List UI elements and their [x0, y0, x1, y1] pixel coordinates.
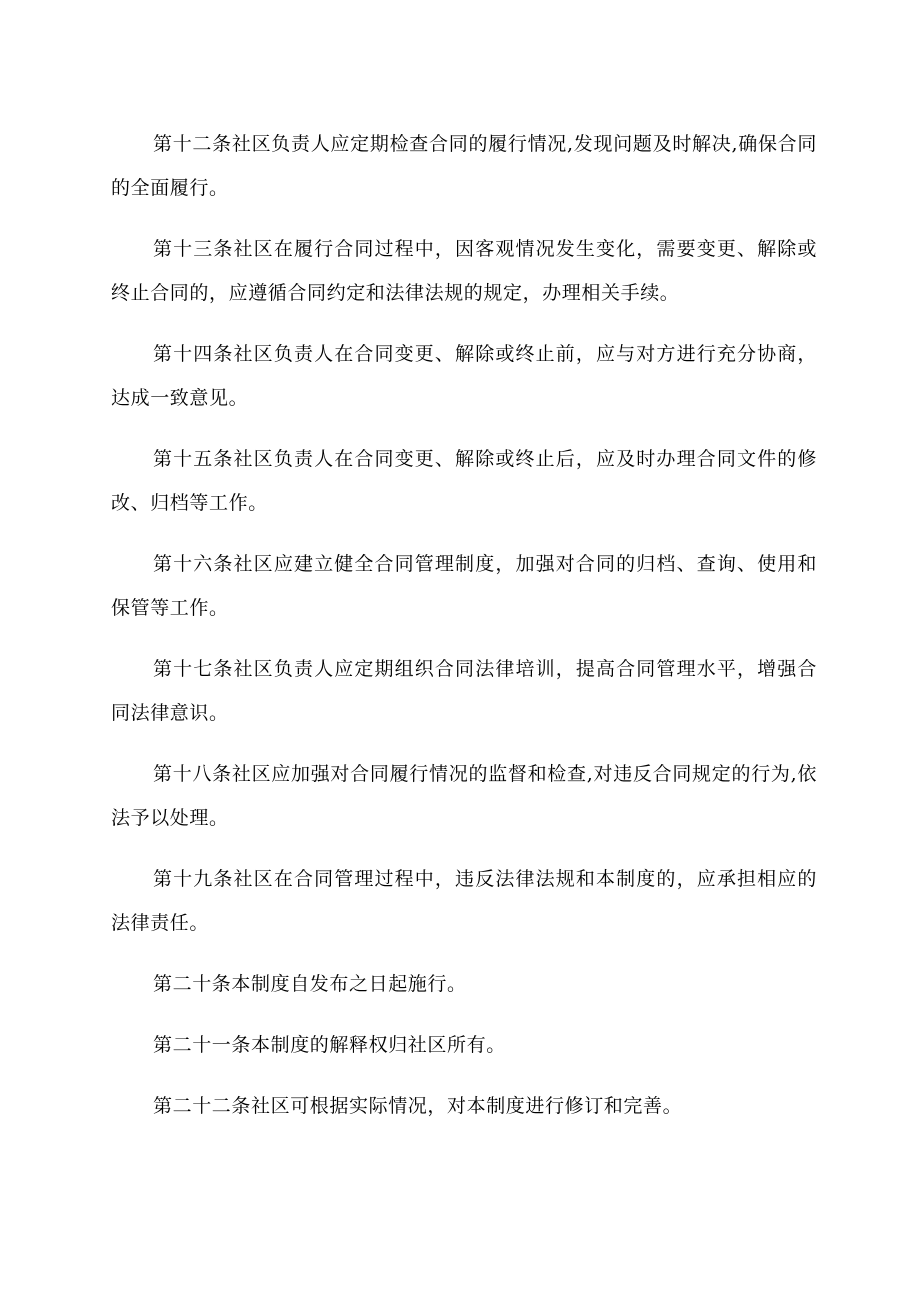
article-21: 第二十一条本制度的解释权归社区所有。 — [153, 1034, 506, 1056]
article-16: 第十六条社区应建立健全合同管理制度，加强对合同的归档、查询、使用和保管等工作。 — [111, 553, 817, 619]
article-20: 第二十条本制度自发布之日起施行。 — [153, 973, 467, 995]
article-18: 第十八条社区应加强对合同履行情况的监督和检查,对违反合同规定的行为,依法予以处理。 — [111, 763, 817, 829]
article-12: 第十二条社区负责人应定期检查合同的履行情况,发现问题及时解决,确保合同的全面履行。 — [111, 133, 817, 199]
article-13: 第十三条社区在履行合同过程中，因客观情况发生变化，需要变更、解除或终止合同的，应遵循合同约定和法律法规的规定，办理相关手续。 — [111, 238, 817, 304]
article-19: 第十九条社区在合同管理过程中，违反法律法规和本制度的，应承担相应的法律责任。 — [111, 868, 817, 934]
article-22: 第二十二条社区可根据实际情况，对本制度进行修订和完善。 — [153, 1095, 683, 1117]
article-15: 第十五条社区负责人在合同变更、解除或终止后，应及时办理合同文件的修改、归档等工作。 — [111, 448, 817, 514]
article-14: 第十四条社区负责人在合同变更、解除或终止前，应与对方进行充分协商，达成一致意见。 — [111, 343, 817, 409]
article-17: 第十七条社区负责人应定期组织合同法律培训，提高合同管理水平，增强合同法律意识。 — [111, 658, 817, 724]
document-body — [111, 122, 817, 1145]
